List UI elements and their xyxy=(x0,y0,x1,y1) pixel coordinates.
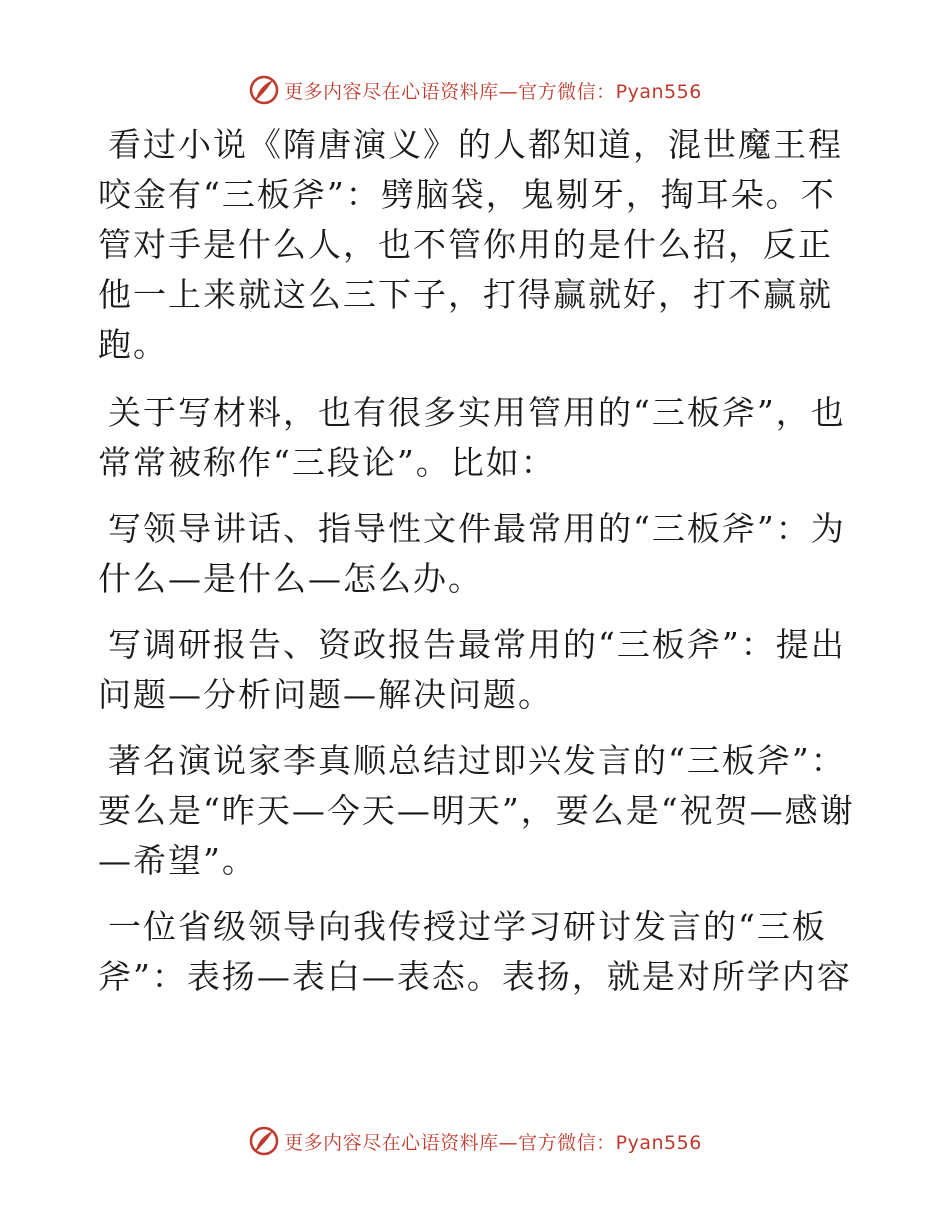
paragraph-2: 关于写材料，也有很多实用管用的“三板斧”，也常常被称作“三段论”。比如： xyxy=(98,393,846,482)
paragraph-5: 著名演说家李真顺总结过即兴发言的“三板斧”：要么是“昨天—今天—明天”，要么是“祝贺—感谢—希望”。 xyxy=(98,741,855,880)
watermark-text: 更多内容尽在心语资料库—官方微信：Pyan556 xyxy=(284,80,702,103)
quill-seal-icon xyxy=(248,1125,280,1157)
document-body xyxy=(98,120,858,1018)
paragraph-1: 看过小说《隋唐演义》的人都知道，混世魔王程咬金有“三板斧”：劈脑袋，鬼剔牙，掏耳朵。不管对手是什么人，也不管你用的是什么招，反正他一上来就这么三下子，打得赢就好，打不赢就跑。 xyxy=(98,125,843,364)
paragraph-3: 写领导讲话、指导性文件最常用的“三板斧”：为什么—是什么—怎么办。 xyxy=(98,509,846,598)
watermark-text: 更多内容尽在心语资料库—官方微信：Pyan556 xyxy=(284,1131,702,1154)
paragraph-4: 写调研报告、资政报告最常用的“三板斧”：提出问题—分析问题—解决问题。 xyxy=(98,625,846,714)
footer-watermark xyxy=(0,1121,950,1161)
quill-seal-icon xyxy=(248,74,280,106)
paragraph-6: 一位省级领导向我传授过学习研讨发言的“三板斧”：表扬—表白—表态。表扬，就是对所学内容 xyxy=(98,907,852,996)
header-watermark xyxy=(0,70,950,110)
